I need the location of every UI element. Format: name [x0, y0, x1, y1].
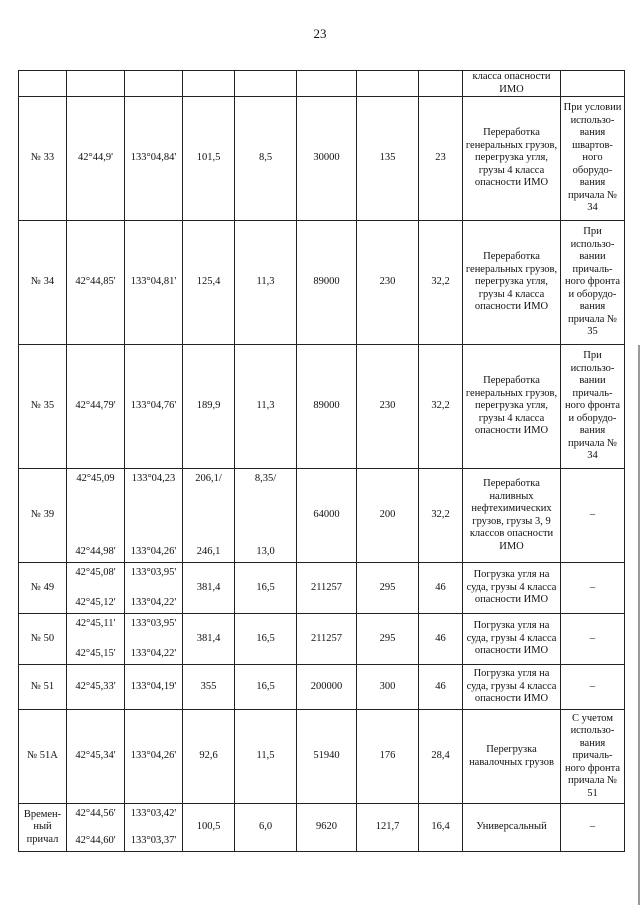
length-value: 246,1 [196, 546, 221, 557]
capacity-cell: 211257 [297, 614, 357, 665]
longitude-value: 133°04,22' [130, 597, 177, 608]
length-cell [183, 614, 235, 665]
capacity-cell: 89000 [297, 345, 357, 469]
berth-number-cell: № 34 [19, 221, 67, 345]
latitude-cell [67, 804, 125, 852]
depth-value: 6,0 [258, 821, 273, 833]
depth-value: 8,35/ [254, 472, 277, 484]
longitude-cell [125, 97, 183, 221]
empty-cell [125, 71, 183, 97]
table-row [19, 665, 625, 710]
longitude-value: 133°04,26' [130, 546, 177, 557]
depth-cell [235, 563, 297, 614]
latitude-value: 42°45,34' [75, 750, 116, 762]
latitude-value: 42°44,85' [75, 276, 116, 288]
length-value: 125,4 [196, 276, 221, 288]
cargo-description-cell: Переработка генеральных грузов, перегрузка угля, грузы 4 класса опасности ИМО [463, 97, 561, 221]
empty-cell [561, 71, 625, 97]
latitude-value: 42°45,09 [76, 472, 115, 484]
latitude-value: 42°44,98' [75, 546, 116, 557]
capacity-cell: 200000 [297, 665, 357, 710]
note-cell: – [561, 665, 625, 710]
longitude-value: 133°03,37' [130, 835, 177, 846]
longitude-value: 133°04,26' [130, 750, 177, 762]
longitude-value: 133°03,42' [130, 807, 177, 819]
table-row [19, 71, 625, 97]
vessel-beam-cell: 16,4 [419, 804, 463, 852]
berth-number-cell: № 49 [19, 563, 67, 614]
cargo-description-cell: Погрузка угля на суда, грузы 4 класса опасности ИМО [463, 665, 561, 710]
berth-number-cell: № 33 [19, 97, 67, 221]
vessel-beam-cell: 46 [419, 665, 463, 710]
longitude-cell [125, 804, 183, 852]
latitude-value: 42°45,15' [75, 648, 116, 659]
depth-cell [235, 221, 297, 345]
longitude-value: 133°04,19' [130, 680, 177, 692]
table-row [19, 563, 625, 614]
note-cell: – [561, 469, 625, 563]
berths-table [18, 70, 625, 852]
table-row [19, 710, 625, 804]
length-value: 381,4 [196, 581, 221, 593]
vessel-length-cell: 135 [357, 97, 419, 221]
table-row [19, 345, 625, 469]
note-cell: При условии использо-вания швартов-ного оборудо-вания причала № 34 [561, 97, 625, 221]
vessel-length-cell: 200 [357, 469, 419, 563]
length-cell [183, 221, 235, 345]
longitude-cell [125, 469, 183, 563]
cargo-description-cell: Погрузка угля на суда, грузы 4 класса опасности ИМО [463, 563, 561, 614]
empty-cell [183, 71, 235, 97]
depth-value: 16,5 [256, 680, 275, 692]
length-cell [183, 97, 235, 221]
vessel-beam-cell: 23 [419, 97, 463, 221]
length-cell [183, 563, 235, 614]
vessel-length-cell: 176 [357, 710, 419, 804]
length-value: 92,6 [199, 750, 218, 762]
vessel-beam-cell: 28,4 [419, 710, 463, 804]
table-row [19, 97, 625, 221]
capacity-cell: 30000 [297, 97, 357, 221]
depth-value: 11,3 [256, 276, 275, 288]
length-value: 355 [200, 680, 217, 692]
empty-cell [19, 71, 67, 97]
longitude-value: 133°03,95' [130, 566, 177, 578]
berth-number-cell: № 51А [19, 710, 67, 804]
length-cell [183, 710, 235, 804]
capacity-cell: 9620 [297, 804, 357, 852]
cargo-description-cell: Погрузка угля на суда, грузы 4 класса опасности ИМО [463, 614, 561, 665]
longitude-value: 133°04,23 [131, 472, 176, 484]
vessel-beam-cell: 32,2 [419, 469, 463, 563]
longitude-cell [125, 665, 183, 710]
depth-cell [235, 97, 297, 221]
note-cell: – [561, 563, 625, 614]
empty-cell [297, 71, 357, 97]
berth-number-cell: Времен-ный причал [19, 804, 67, 852]
length-cell [183, 345, 235, 469]
table-row [19, 221, 625, 345]
depth-value: 11,3 [256, 400, 275, 412]
length-value: 189,9 [196, 400, 221, 412]
latitude-value: 42°44,9' [78, 152, 113, 164]
longitude-cell [125, 710, 183, 804]
depth-cell [235, 710, 297, 804]
longitude-cell [125, 614, 183, 665]
latitude-value: 42°45,33' [75, 680, 116, 692]
cargo-description-cell: Переработка наливных нефтехимических грузов, грузы 3, 9 классов опасности ИМО [463, 469, 561, 563]
page-number: 23 [313, 26, 327, 41]
cargo-description-cell: класса опасности ИМО [463, 71, 561, 97]
note-cell: – [561, 614, 625, 665]
length-cell [183, 804, 235, 852]
cargo-description-cell: Переработка генеральных грузов, перегрузка угля, грузы 4 класса опасности ИМО [463, 221, 561, 345]
capacity-cell: 51940 [297, 710, 357, 804]
cargo-description-cell: Перегрузка навалочных грузов [463, 710, 561, 804]
vessel-beam-cell: 46 [419, 563, 463, 614]
vessel-beam-cell: 46 [419, 614, 463, 665]
cargo-description-cell: Универсальный [463, 804, 561, 852]
length-value: 100,5 [196, 821, 221, 833]
capacity-cell: 211257 [297, 563, 357, 614]
length-cell [183, 469, 235, 563]
longitude-cell [125, 221, 183, 345]
longitude-value: 133°04,84' [130, 152, 177, 164]
longitude-value: 133°03,95' [130, 617, 177, 629]
note-cell: – [561, 804, 625, 852]
note-cell: При использо-вании причаль-ного фронта и оборудо-вания причала № 34 [561, 345, 625, 469]
capacity-cell: 64000 [297, 469, 357, 563]
depth-cell [235, 665, 297, 710]
latitude-cell [67, 469, 125, 563]
note-cell: При использо-вании причаль-ного фронта и оборудо-вания причала № 35 [561, 221, 625, 345]
berth-number-cell: № 39 [19, 469, 67, 563]
longitude-value: 133°04,81' [130, 276, 177, 288]
vessel-length-cell: 121,7 [357, 804, 419, 852]
cargo-description-cell: Переработка генеральных грузов, перегрузка угля, грузы 4 класса опасности ИМО [463, 345, 561, 469]
longitude-cell [125, 345, 183, 469]
latitude-value: 42°45,08' [75, 566, 116, 578]
latitude-cell [67, 614, 125, 665]
length-value: 101,5 [196, 152, 221, 164]
latitude-value: 42°44,79' [75, 400, 116, 412]
vessel-length-cell: 230 [357, 221, 419, 345]
vessel-length-cell: 230 [357, 345, 419, 469]
empty-cell [357, 71, 419, 97]
vessel-length-cell: 300 [357, 665, 419, 710]
longitude-value: 133°04,76' [130, 400, 177, 412]
empty-cell [67, 71, 125, 97]
vessel-length-cell: 295 [357, 563, 419, 614]
depth-cell [235, 345, 297, 469]
vessel-beam-cell: 32,2 [419, 221, 463, 345]
table-row [19, 804, 625, 852]
capacity-cell: 89000 [297, 221, 357, 345]
depth-value: 16,5 [256, 632, 275, 644]
depth-value: 11,5 [256, 750, 275, 762]
latitude-cell [67, 710, 125, 804]
latitude-cell [67, 563, 125, 614]
berth-number-cell: № 35 [19, 345, 67, 469]
latitude-cell [67, 97, 125, 221]
latitude-cell [67, 665, 125, 710]
depth-value: 13,0 [256, 546, 275, 557]
length-cell [183, 665, 235, 710]
table-row [19, 469, 625, 563]
depth-value: 16,5 [256, 581, 275, 593]
vessel-length-cell: 295 [357, 614, 419, 665]
vessel-beam-cell: 32,2 [419, 345, 463, 469]
depth-cell [235, 614, 297, 665]
empty-cell [419, 71, 463, 97]
depth-cell [235, 804, 297, 852]
empty-cell [235, 71, 297, 97]
latitude-value: 42°44,60' [75, 835, 116, 846]
latitude-value: 42°44,56' [75, 807, 116, 819]
depth-value: 8,5 [258, 152, 273, 164]
length-value: 206,1/ [195, 472, 222, 484]
depth-cell [235, 469, 297, 563]
longitude-value: 133°04,22' [130, 648, 177, 659]
longitude-cell [125, 563, 183, 614]
berth-number-cell: № 51 [19, 665, 67, 710]
latitude-cell [67, 221, 125, 345]
berth-number-cell: № 50 [19, 614, 67, 665]
table-row [19, 614, 625, 665]
length-value: 381,4 [196, 632, 221, 644]
latitude-value: 42°45,12' [75, 597, 116, 608]
latitude-value: 42°45,11' [75, 617, 116, 629]
latitude-cell [67, 345, 125, 469]
note-cell: С учетом использо-вания причаль-ного фронта причала № 51 [561, 710, 625, 804]
